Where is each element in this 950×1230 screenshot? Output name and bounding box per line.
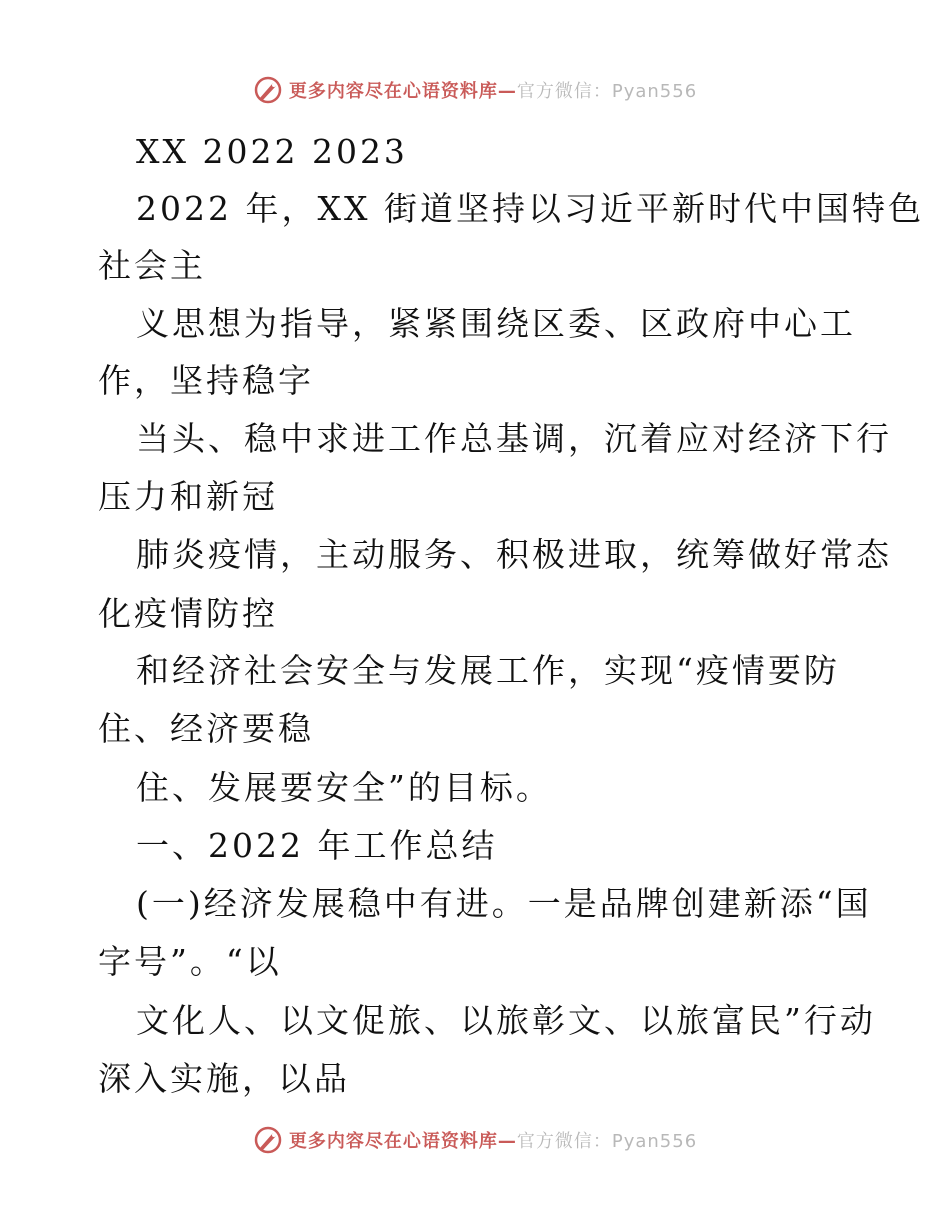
- doc-line: 和经济社会安全与发展工作，实现“疫情要防: [136, 651, 840, 690]
- banner-main-text: 更多内容尽在心语资料库—: [288, 81, 517, 102]
- doc-line: 社会主: [98, 246, 206, 285]
- doc-line: 深入实施，以品: [98, 1059, 350, 1098]
- pen-nib-logo-icon: [253, 1125, 283, 1155]
- banner-text: [289, 1127, 697, 1153]
- doc-line: 义思想为指导，紧紧围绕区委、区政府中心工: [136, 304, 856, 343]
- header-watermark-banner: [0, 68, 950, 112]
- doc-title-line: XX 2022 2023: [136, 132, 408, 171]
- doc-line: 文化人、以文促旅、以旅彰文、以旅富民”行动: [136, 1001, 876, 1040]
- doc-line: 化疫情防控: [98, 594, 278, 633]
- section-heading: 一、2022 年工作总结: [136, 826, 498, 865]
- doc-line: 压力和新冠: [98, 477, 278, 516]
- banner-main-text: 更多内容尽在心语资料库—: [288, 1131, 517, 1152]
- doc-line: (一)经济发展稳中有进。一是品牌创建新添“国: [136, 884, 872, 923]
- doc-line: 2022 年，XX 街道坚持以习近平新时代中国特色: [136, 189, 924, 228]
- doc-line: 字号”。“以: [98, 942, 282, 981]
- doc-line: 当头、稳中求进工作总基调，沉着应对经济下行: [136, 419, 892, 458]
- doc-line: 作，坚持稳字: [98, 361, 314, 400]
- banner-text: [289, 77, 697, 103]
- banner-wechat-text: 官方微信：Pyan556: [516, 81, 698, 102]
- banner-wechat-text: 官方微信：Pyan556: [516, 1131, 698, 1152]
- footer-watermark-banner: [0, 1118, 950, 1162]
- doc-line: 住、经济要稳: [98, 709, 314, 748]
- pen-nib-logo-icon: [253, 75, 283, 105]
- doc-line: 肺炎疫情，主动服务、积极进取，统筹做好常态: [136, 535, 892, 574]
- doc-line: 住、发展要安全”的目标。: [136, 768, 552, 807]
